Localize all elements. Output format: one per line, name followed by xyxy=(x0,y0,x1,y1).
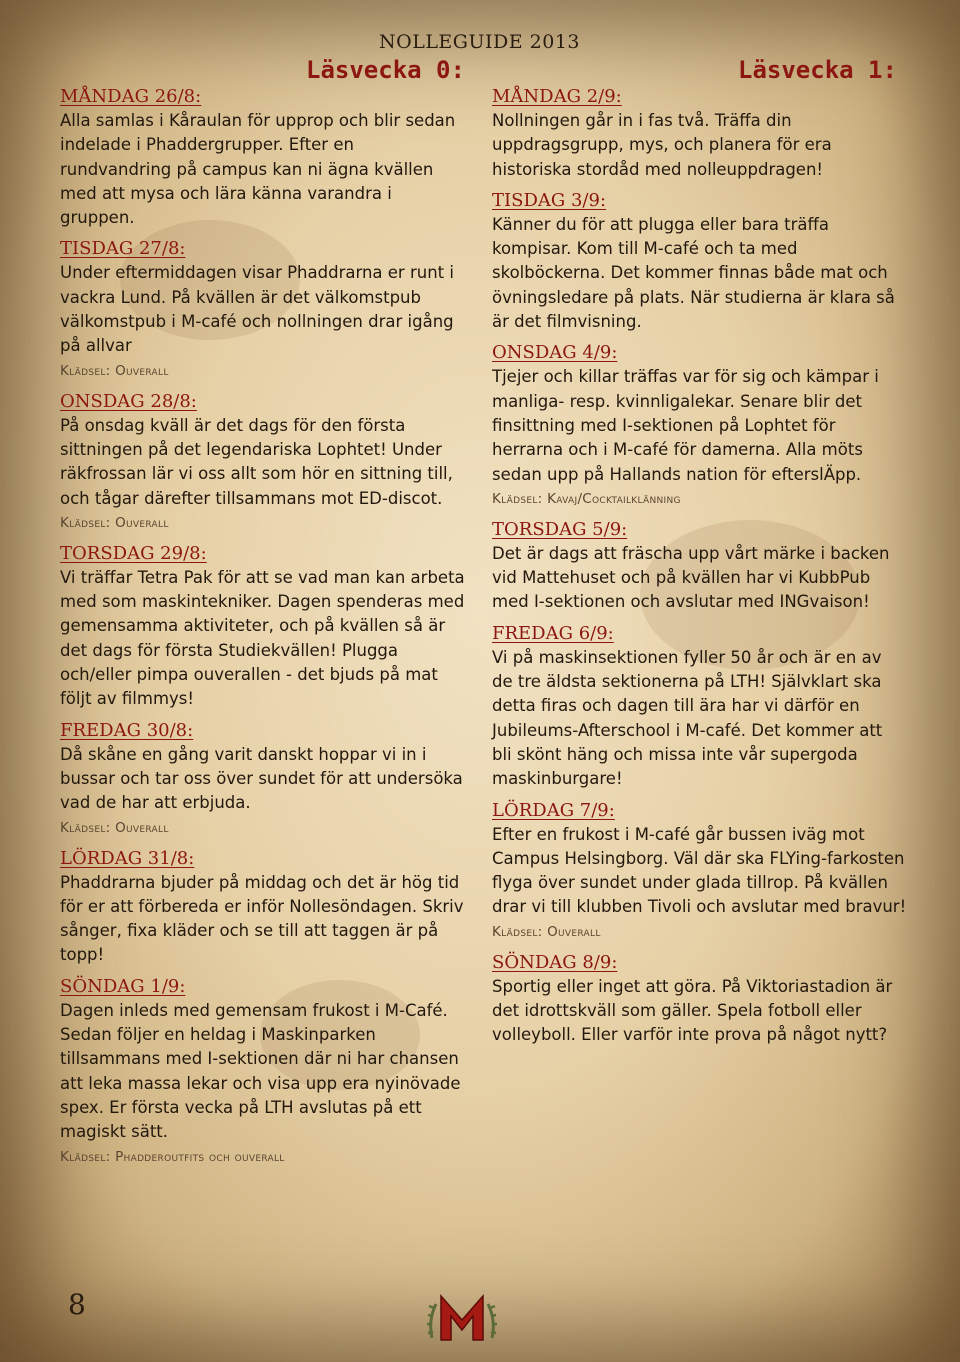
day-description: Under eftermiddagen visar Phaddrarna er runt i vackra Lund. På kvällen är det välkomstpub välkomstpub i M-café och nollningen drar igång på allvar xyxy=(60,263,454,356)
day-heading: LÖRDAG 7/9: xyxy=(492,799,615,821)
week1-column xyxy=(492,84,907,1048)
day-heading: LÖRDAG 31/8: xyxy=(60,847,195,869)
day-heading: TISDAG 27/8: xyxy=(60,238,186,260)
week0-column xyxy=(60,84,470,1169)
day-heading: SÖNDAG 8/9: xyxy=(492,951,618,973)
week0-heading: Läsvecka 0: xyxy=(306,56,465,84)
day-description: Efter en frukost i M-café går bussen iväg mot Campus Helsingborg. Väl där ska FLYing-farkosten flyga över sundet under glada tillrop. På kvällen drar vi till klubben Tivoli och avslutar med bravur! xyxy=(492,824,907,917)
dress-code: Klädsel: Ouverall xyxy=(60,514,169,531)
day-heading: ONSDAG 28/8: xyxy=(60,390,197,412)
week1-heading: Läsvecka 1: xyxy=(738,56,897,84)
day-description: På onsdag kväll är det dags för den första sittningen på det legendariska Lophtet! Under räkfrossan lär vi oss allt som hör en sittning till, och tågar därefter tillsammans mot ED-discot. xyxy=(60,415,453,508)
m-section-logo-icon xyxy=(426,1286,498,1350)
day-description: Sportig eller inget att göra. På Viktoriastadion är det idrottskväll som gäller. Spela fotboll eller volleyboll. Eller varför inte prova på något nytt? xyxy=(492,976,893,1045)
page-number: 8 xyxy=(68,1288,86,1321)
day-description: Phaddrarna bjuder på middag och det är hög tid för er att förbereda er inför Nollesöndagen. Skriv sånger, fixa kläder och se till att taggen är på topp! xyxy=(60,872,464,965)
guide-title: NOLLEGUIDE 2013 xyxy=(379,31,580,53)
day-heading: FREDAG 6/9: xyxy=(492,622,614,644)
day-heading: TORSDAG 5/9: xyxy=(492,518,628,540)
day-description: Alla samlas i Kåraulan för upprop och blir sedan indelade i Phaddergrupper. Efter en rundvandring på campus kan ni ägna kvällen med att mysa och lära känna varandra i gruppen. xyxy=(60,111,456,228)
day-heading: ONSDAG 4/9: xyxy=(492,342,618,364)
day-description: Det är dags att fräscha upp vårt märke i backen vid Mattehuset och på kvällen har vi KubbPub med I-sektionen och avslutar med INGvaison! xyxy=(492,543,890,612)
day-description: Dagen inleds med gemensam frukost i M-Café. Sedan följer en heldag i Maskinparken tillsammans med I-sektionen där ni har chansen att leka massa lekar och visa upp era nyinövade spex. Er första vecka på LTH avslutas på ett magiskt sätt. xyxy=(60,1000,461,1142)
day-description: Då skåne en gång varit danskt hoppar vi in i bussar och tar oss över sundet för att undersöka vad de har att erbjuda. xyxy=(60,744,463,813)
day-heading: TORSDAG 29/8: xyxy=(60,542,207,564)
day-heading: TISDAG 3/9: xyxy=(492,189,607,211)
day-heading: FREDAG 30/8: xyxy=(60,719,194,741)
day-description: Tjejer och killar träffas var för sig och kämpar i manliga- resp. kvinnligalekar. Senare blir det finsittning med I-sektionen på Lophtet för herrarna och i M-café för damerna. Alla möts sedan upp på Hallands nation för efterslÄpp. xyxy=(492,367,879,484)
day-description: Nollningen går in i fas två. Träffa din uppdragsgrupp, mys, och planera för era historiska stordåd med nolleuppdragen! xyxy=(492,111,832,179)
day-description: Vi på maskinsektionen fyller 50 år och är en av de tre äldsta sektionerna på LTH! Självklart ska detta firas och dagen till ära har vi därför en Jubileums-Afterschool i M-café. Det kommer att bli skönt häng och missa inte vår supergoda maskinburgare! xyxy=(492,647,883,789)
day-heading: SÖNDAG 1/9: xyxy=(60,975,186,997)
day-heading: MÅNDAG 2/9: xyxy=(492,86,622,107)
dress-code: Klädsel: Ouverall xyxy=(492,923,601,940)
day-heading: MÅNDAG 26/8: xyxy=(60,86,202,107)
day-description: Vi träffar Tetra Pak för att se vad man kan arbeta med som maskintekniker. Dagen spenderas med gemensamma aktiviteter, och på kvällen så är det dags för första Studiekvällen! Plugga och/eller pimpa ouverallen - det bjuds på mat följt av filmmys! xyxy=(60,567,465,709)
dress-code: Klädsel: Ouverall xyxy=(60,819,169,836)
dress-code: Klädsel: Ouverall xyxy=(60,362,169,379)
dress-code: Klädsel: Kavaj/Cocktailklänning xyxy=(492,490,681,507)
dress-code: Klädsel: Phadderoutfits och ouverall xyxy=(60,1148,285,1165)
day-description: Känner du för att plugga eller bara träffa kompisar. Kom till M-café och ta med skolböckerna. Det kommer finnas både mat och övningsledare på plats. När studierna är klara så är det filmvisning. xyxy=(492,214,895,332)
